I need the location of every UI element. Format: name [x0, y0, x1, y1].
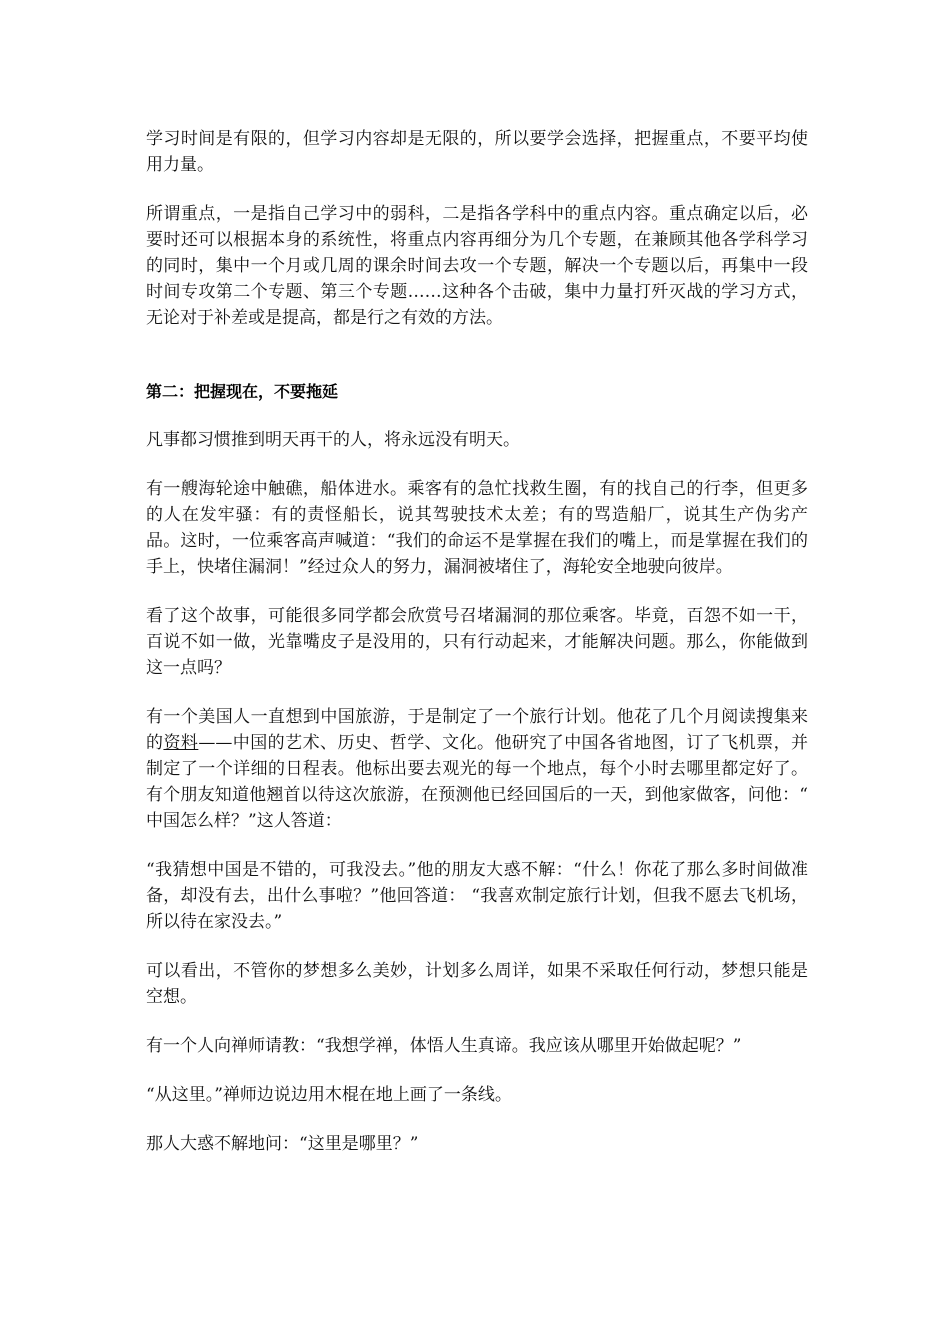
paragraph-9: 有一个人向禅师请教：“我想学禅，体悟人生真谛。我应该从哪里开始做起呢？” [146, 1036, 742, 1056]
paragraph-6-text-after: ——中国的艺术、历史、哲学、文化。他研究了中国各省地图，订了飞机票，并制定了一个详细的日程表。他标出要去观光的每一个地点，每个小时去哪里都定好了。有个朋友知道他翘首以待这次旅游，在预测他已经回国后的一天，到他家做客，问他：“ 中国怎么样？”这人答道： [146, 733, 809, 831]
paragraph-1: 学习时间是有限的，但学习内容却是无限的，所以要学会选择，把握重点，不要平均使用力量。 [146, 129, 808, 175]
materials-link[interactable]: 资料 [163, 733, 199, 753]
paragraph-6-text-before: 有一个美国人一直想到中国旅游，于是制定了一个旅行计划。他花了几个月阅读搜集来的 [146, 707, 808, 753]
paragraph-10: “从这里。”禅师边说边用木棍在地上画了一条线。 [146, 1085, 512, 1105]
paragraph-2: 所谓重点，一是指自己学习中的弱科，二是指各学科中的重点内容。重点确定以后，必要时还可以根据本身的系统性，将重点内容再细分为几个专题，在兼顾其他各学科学习的同时，集中一个月或几周的课余时间去攻一个专题，解决一个专题以后，再集中一段时间专攻第二个专题、第三个专题……这种各个击破，集中力量打歼灭战的学习方式，无论对于补差或是提高，都是行之有效的方法。 [146, 204, 808, 328]
document-body [146, 126, 808, 1180]
section-heading: 第二：把握现在，不要拖延 [146, 382, 339, 401]
paragraph-6 [146, 704, 808, 834]
paragraph-11: 那人大惑不解地问：“这里是哪里？” [146, 1134, 419, 1154]
paragraph-3: 凡事都习惯推到明天再干的人，将永远没有明天。 [146, 430, 520, 450]
paragraph-5: 看了这个故事，可能很多同学都会欣赏号召堵漏洞的那位乘客。毕竟，百怨不如一干，百说不如一做，光靠嘴皮子是没用的，只有行动起来，才能解决问题。那么，你能做到这一点吗？ [146, 606, 808, 678]
paragraph-7: “我猜想中国是不错的，可我没去。”他的朋友大惑不解：“什么！你花了那么多时间做准备，却没有去，出什么事啦？”他回答道： “我喜欢制定旅行计划，但我不愿去飞机场，所以待在家没去。” [146, 860, 808, 932]
paragraph-8: 可以看出，不管你的梦想多么美妙，计划多么周详，如果不采取任何行动，梦想只能是空想。 [146, 961, 808, 1007]
paragraph-4: 有一艘海轮途中触礁，船体进水。乘客有的急忙找救生圈，有的找自己的行李，但更多的人在发牢骚：有的责怪船长，说其驾驶技术太差；有的骂造船厂，说其生产伪劣产品。这时，一位乘客高声喊道：“我们的命运不是掌握在我们的嘴上，而是掌握在我们的手上，快堵住漏洞！”经过众人的努力，漏洞被堵住了，海轮安全地驶向彼岸。 [146, 479, 808, 577]
